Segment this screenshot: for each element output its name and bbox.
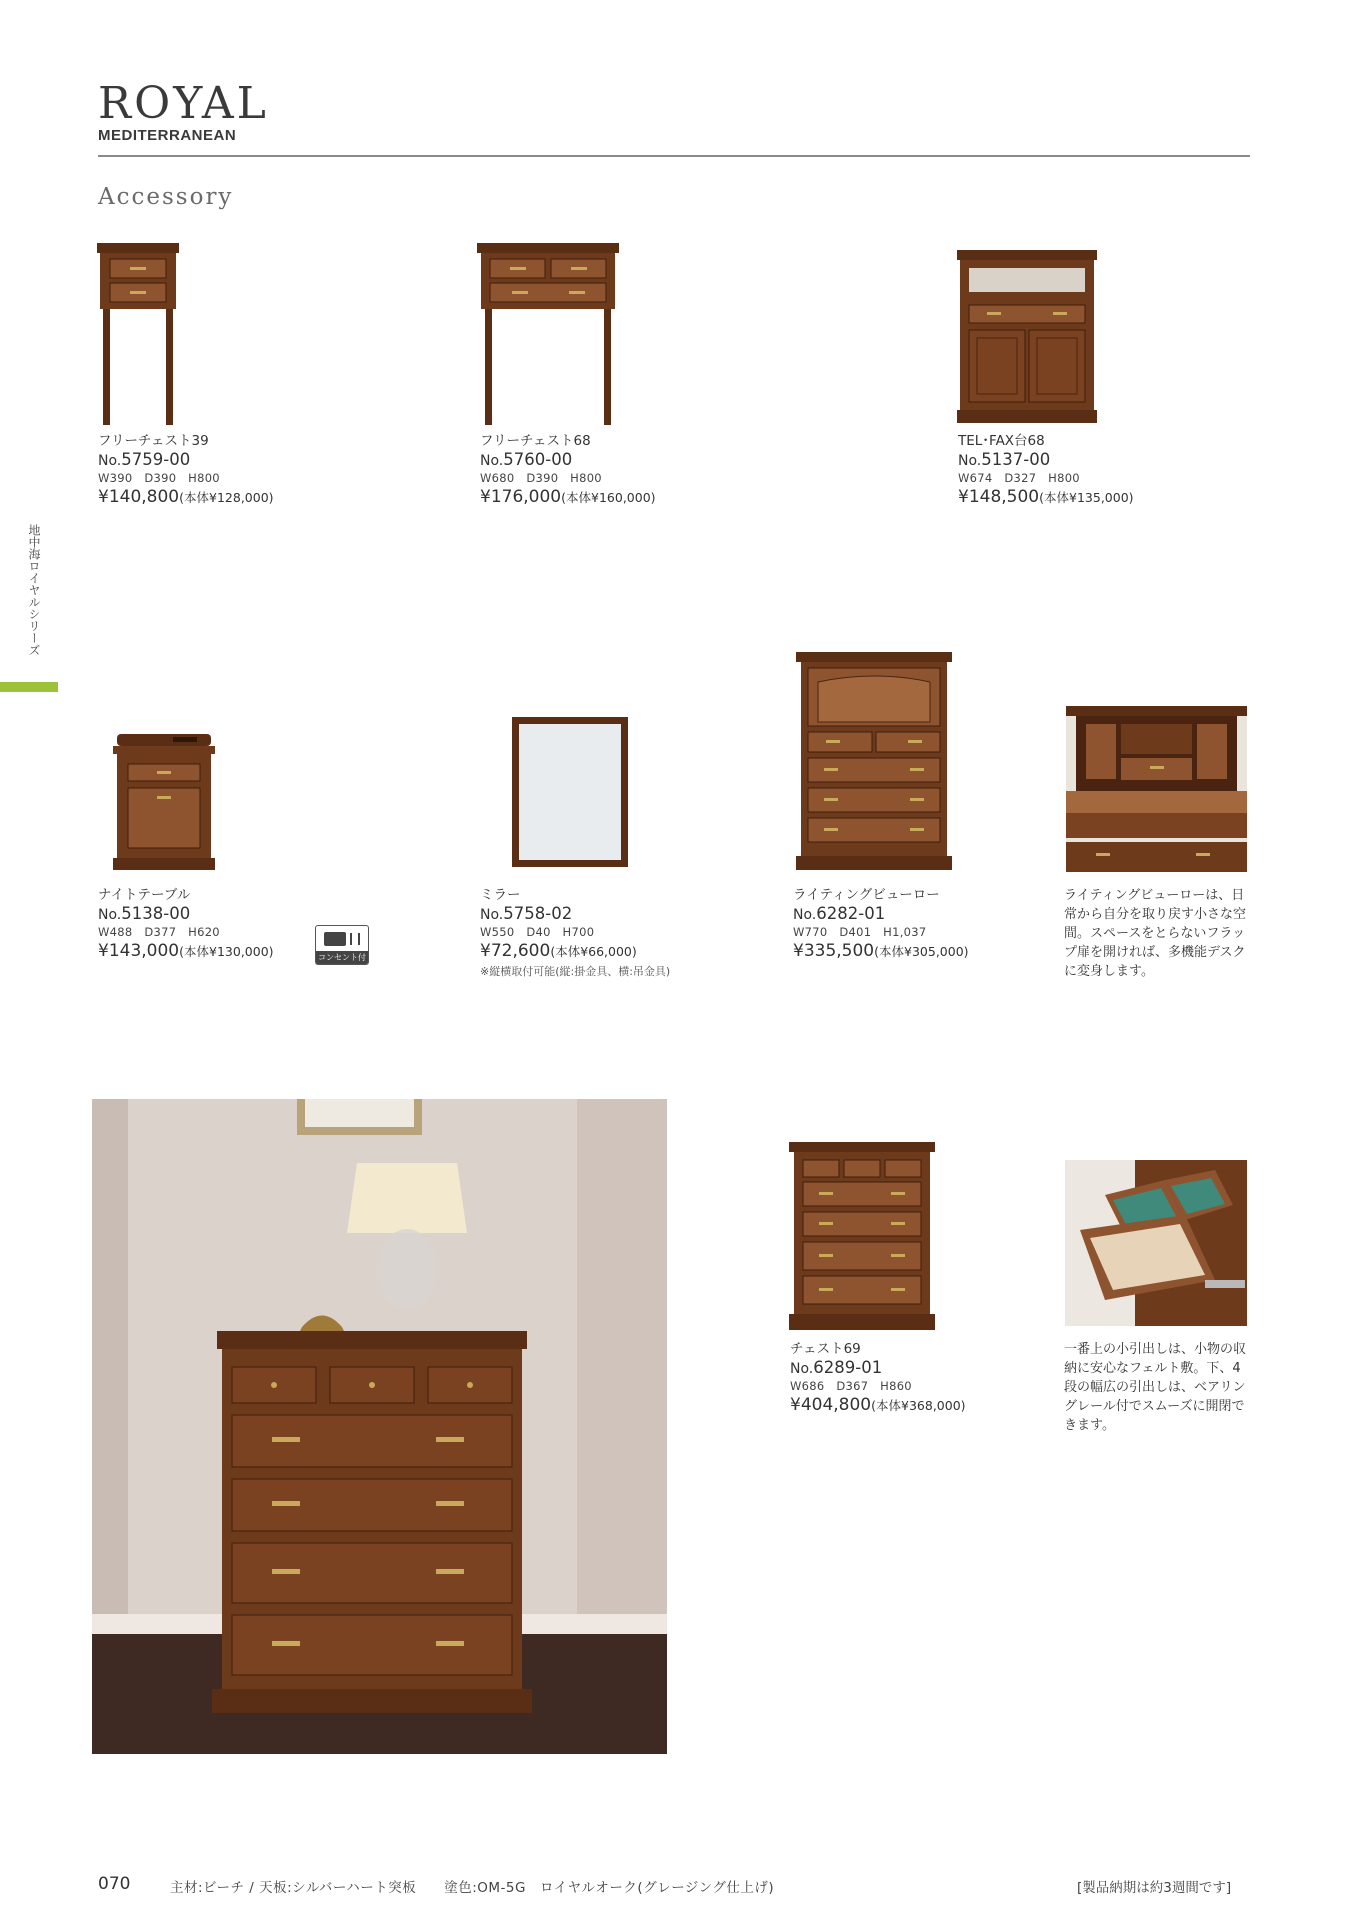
price-value: ¥335,500: [793, 941, 875, 961]
price-base-note: (本体¥160,000): [561, 490, 656, 505]
product-dimensions: W488 D377 H620: [98, 925, 220, 939]
product-number: [480, 450, 656, 471]
product-number-value: 5759-00: [121, 450, 191, 469]
price-base-note: (本体¥66,000): [550, 944, 637, 959]
product-dimensions: W550 D40 H700: [480, 925, 595, 939]
product-number: [480, 904, 670, 925]
product-number-prefix: No.: [480, 453, 504, 469]
product-name: TEL･FAX台68: [958, 433, 1045, 449]
mounting-note: ※縦横取付可能(縦:掛金具、横:吊金具): [480, 965, 671, 978]
brand-logo-main: ROYAL: [98, 78, 269, 129]
header-divider: [98, 155, 1250, 157]
plug-icon: [324, 932, 346, 946]
section-title: Accessory: [98, 184, 234, 210]
product-number-value: 5137-00: [981, 450, 1051, 469]
product-image-mirror: [512, 717, 628, 867]
product-number: [790, 1358, 966, 1379]
product-number-prefix: No.: [480, 907, 504, 923]
product-name: ナイトテーブル: [98, 887, 191, 903]
product-card-writing-bureau: [793, 886, 969, 963]
product-name: ライティングビューロー: [793, 887, 940, 903]
price-base-note: (本体¥135,000): [1039, 490, 1134, 505]
side-tab-label[interactable]: 地中海ロイヤルシリーズ: [27, 524, 41, 656]
outlet-pins-icon: [350, 933, 360, 945]
product-number-prefix: No.: [790, 1361, 814, 1377]
product-price: [480, 486, 656, 509]
product-name: フリーチェスト68: [480, 433, 591, 449]
product-number-value: 5760-00: [503, 450, 573, 469]
brand-logo-sub: MEDITERRANEAN: [98, 127, 237, 144]
product-price: [98, 486, 274, 509]
product-number-prefix: No.: [98, 453, 122, 469]
product-name: チェスト69: [790, 1341, 861, 1357]
bureau-open-detail-photo: [1066, 706, 1247, 872]
product-number-prefix: No.: [958, 453, 982, 469]
product-image-writing-bureau: [796, 652, 952, 870]
product-number-value: 6282-01: [816, 904, 886, 923]
product-image-night-table: [113, 734, 215, 870]
chest-drawer-detail-photo: [1065, 1160, 1247, 1326]
product-card-tel-fax-stand: [958, 432, 1134, 509]
product-price: [790, 1394, 966, 1417]
product-number: [958, 450, 1134, 471]
product-image-free-chest-68: [477, 243, 619, 425]
product-card-free-chest-68: [480, 432, 656, 509]
outlet-badge-label: コンセント付: [318, 953, 366, 962]
product-name: フリーチェスト39: [98, 433, 209, 449]
product-number: [98, 904, 274, 925]
chest-room-photo: [92, 1099, 667, 1754]
price-value: ¥176,000: [480, 487, 562, 507]
side-tab-accent: [0, 682, 58, 692]
product-number-value: 6289-01: [813, 1358, 883, 1377]
product-name: ミラー: [480, 887, 521, 903]
chest-description: 一番上の小引出しは、小物の収納に安心なフェルト敷。下、4段の幅広の引出しは、ベアリングレール付でスムーズに開閉できます。: [1064, 1342, 1247, 1433]
product-dimensions: W674 D327 H800: [958, 471, 1080, 485]
product-number-prefix: No.: [98, 907, 122, 923]
product-image-free-chest-39: [97, 243, 179, 425]
product-image-chest-69: [789, 1142, 935, 1330]
price-base-note: (本体¥130,000): [179, 944, 274, 959]
product-number: [793, 904, 969, 925]
page-number: 070: [98, 1874, 131, 1894]
bureau-description: ライティングビューローは、日常から自分を取り戻す小さな空間。スペースをとらないフラップ扉を開ければ、多機能デスクに変身します。: [1064, 888, 1247, 979]
product-dimensions: W390 D390 H800: [98, 471, 220, 485]
outlet-badge: [315, 925, 369, 965]
product-card-mirror: [480, 886, 670, 979]
price-value: ¥72,600: [480, 941, 551, 961]
materials-note: 主材:ビーチ / 天板:シルバーハート突板 塗色:OM-5G ロイヤルオーク(グレージング仕上げ): [170, 1880, 775, 1896]
product-number-value: 5138-00: [121, 904, 191, 923]
price-base-note: (本体¥368,000): [871, 1398, 966, 1413]
price-value: ¥148,500: [958, 487, 1040, 507]
price-value: ¥140,800: [98, 487, 180, 507]
product-price: [480, 940, 670, 963]
product-dimensions: W770 D401 H1,037: [793, 925, 927, 939]
price-value: ¥404,800: [790, 1395, 872, 1415]
product-price: [958, 486, 1134, 509]
product-price: [793, 940, 969, 963]
price-value: ¥143,000: [98, 941, 180, 961]
product-price: [98, 940, 274, 963]
lead-time-note: [製品納期は約3週間です]: [1077, 1880, 1232, 1896]
price-base-note: (本体¥305,000): [874, 944, 969, 959]
product-image-tel-fax-stand: [957, 250, 1097, 423]
price-base-note: (本体¥128,000): [179, 490, 274, 505]
product-card-free-chest-39: [98, 432, 274, 509]
product-number-value: 5758-02: [503, 904, 573, 923]
product-dimensions: W686 D367 H860: [790, 1379, 912, 1393]
product-card-night-table: [98, 886, 274, 963]
product-number: [98, 450, 274, 471]
product-card-chest-69: [790, 1340, 966, 1417]
product-number-prefix: No.: [793, 907, 817, 923]
product-dimensions: W680 D390 H800: [480, 471, 602, 485]
